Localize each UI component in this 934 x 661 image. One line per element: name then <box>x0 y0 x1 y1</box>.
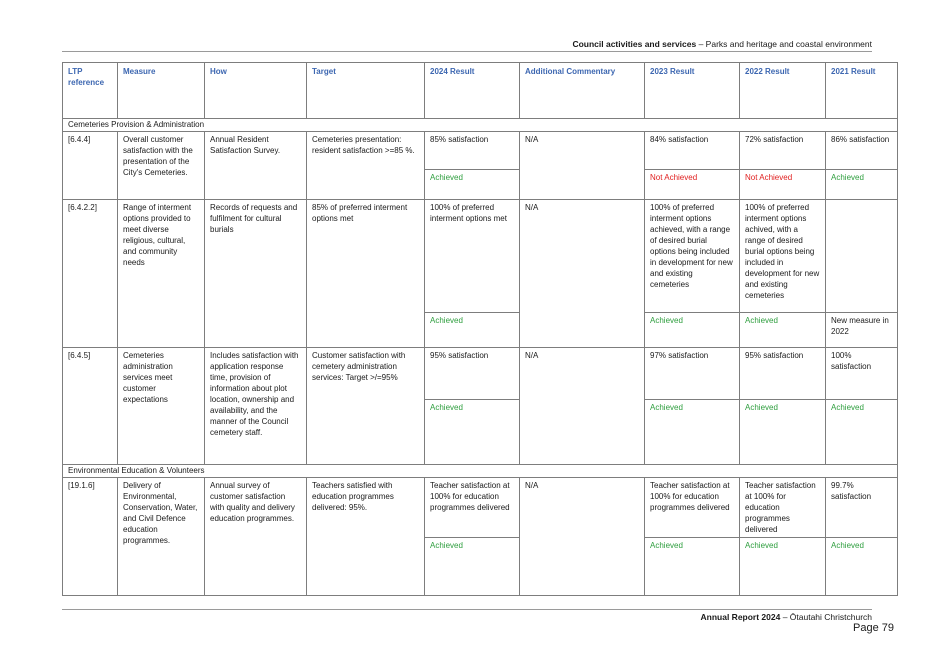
status-2023-cell: Achieved <box>645 400 740 465</box>
status-2023-cell: Not Achieved <box>645 170 740 200</box>
measure-cell: Overall customer satisfaction with the presentation of the City's Cemeteries. <box>118 132 205 200</box>
status-2022-cell: Achieved <box>740 313 826 348</box>
commentary-cell: N/A <box>520 200 645 348</box>
commentary-cell: N/A <box>520 132 645 200</box>
col-header-target: Target <box>307 63 425 119</box>
target-cell: Teachers satisfied with education programmes delivered: 95%. <box>307 478 425 596</box>
how-cell: Records of requests and fulfilment for cultural burials <box>205 200 307 348</box>
target-cell: Customer satisfaction with cemetery administration services: Target >/=95% <box>307 348 425 465</box>
how-cell: Annual Resident Satisfaction Survey. <box>205 132 307 200</box>
result-2021-cell: 100% satisfaction <box>826 348 898 400</box>
header-section-title: Council activities and services <box>572 39 697 49</box>
ltp-reference-cell: [6.4.4] <box>63 132 118 200</box>
footer-report-subtitle: – Ōtautahi Christchurch <box>780 612 872 622</box>
status-2024-cell: Achieved <box>425 400 520 465</box>
result-2022-cell: 100% of preferred interment options achived, with a range of desired burial options being included in development for new and existing cemeteries <box>740 200 826 313</box>
commentary-cell: N/A <box>520 478 645 596</box>
table-row <box>63 200 898 313</box>
col-header-2021-result: 2021 Result <box>826 63 898 119</box>
result-2023-cell: 97% satisfaction <box>645 348 740 400</box>
page-header <box>0 39 872 49</box>
measure-cell: Cemeteries administration services meet customer expectations <box>118 348 205 465</box>
how-cell: Annual survey of customer satisfaction with quality and delivery education programmes. <box>205 478 307 596</box>
col-header-2022-result: 2022 Result <box>740 63 826 119</box>
section-row <box>63 465 898 478</box>
target-cell: Cemeteries presentation: resident satisfaction >=85 %. <box>307 132 425 200</box>
section-title: Environmental Education & Volunteers <box>63 465 898 478</box>
section-row <box>63 119 898 132</box>
status-2021-cell: New measure in 2022 <box>826 313 898 348</box>
result-2022-cell: 72% satisfaction <box>740 132 826 170</box>
result-2022-cell: Teacher satisfaction at 100% for education programmes delivered <box>740 478 826 538</box>
status-2022-cell: Achieved <box>740 400 826 465</box>
section-title: Cemeteries Provision & Administration <box>63 119 898 132</box>
status-2023-cell: Achieved <box>645 538 740 596</box>
result-2023-cell: 84% satisfaction <box>645 132 740 170</box>
result-2024-cell: Teacher satisfaction at 100% for education programmes delivered <box>425 478 520 538</box>
header-section-subtitle: – Parks and heritage and coastal environment <box>696 39 872 49</box>
result-2021-cell: 86% satisfaction <box>826 132 898 170</box>
col-header-additional-commentary: Additional Commentary <box>520 63 645 119</box>
performance-table <box>62 62 898 596</box>
table-row <box>63 348 898 400</box>
col-header-2023-result: 2023 Result <box>645 63 740 119</box>
result-2024-cell: 95% satisfaction <box>425 348 520 400</box>
col-header-ltp-reference: LTP reference <box>63 63 118 119</box>
col-header-how: How <box>205 63 307 119</box>
status-2023-cell: Achieved <box>645 313 740 348</box>
table-row <box>63 132 898 170</box>
status-2024-cell: Achieved <box>425 313 520 348</box>
status-2021-cell: Achieved <box>826 538 898 596</box>
page-number: Page 79 <box>853 622 894 634</box>
col-header-2024-result: 2024 Result <box>425 63 520 119</box>
status-2021-cell: Achieved <box>826 170 898 200</box>
result-2024-cell: 100% of preferred interment options met <box>425 200 520 313</box>
footer-divider <box>62 609 872 610</box>
status-2024-cell: Achieved <box>425 538 520 596</box>
measure-cell: Range of interment options provided to meet diverse religious, cultural, and community needs <box>118 200 205 348</box>
table-header-row <box>63 63 898 119</box>
page-footer <box>0 612 872 622</box>
col-header-measure: Measure <box>118 63 205 119</box>
result-2021-cell <box>826 200 898 313</box>
footer-report-title: Annual Report 2024 <box>700 612 781 622</box>
result-2023-cell: 100% of preferred interment options achieved, with a range of desired burial options being included in development for new and existing cemeteries <box>645 200 740 313</box>
result-2023-cell: Teacher satisfaction at 100% for education programmes delivered <box>645 478 740 538</box>
status-2022-cell: Achieved <box>740 538 826 596</box>
ltp-reference-cell: [19.1.6] <box>63 478 118 596</box>
table-row <box>63 478 898 538</box>
result-2024-cell: 85% satisfaction <box>425 132 520 170</box>
target-cell: 85% of preferred interment options met <box>307 200 425 348</box>
status-2022-cell: Not Achieved <box>740 170 826 200</box>
result-2022-cell: 95% satisfaction <box>740 348 826 400</box>
header-divider <box>62 51 872 52</box>
status-2021-cell: Achieved <box>826 400 898 465</box>
ltp-reference-cell: [6.4.5] <box>63 348 118 465</box>
how-cell: Includes satisfaction with application response time, provision of information about plot location, ownership and availability, and the manner of the Council cemetery staff. <box>205 348 307 465</box>
ltp-reference-cell: [6.4.2.2] <box>63 200 118 348</box>
result-2021-cell: 99.7% satisfaction <box>826 478 898 538</box>
measure-cell: Delivery of Environmental, Conservation, Water, and Civil Defence education programmes. <box>118 478 205 596</box>
commentary-cell: N/A <box>520 348 645 465</box>
status-2024-cell: Achieved <box>425 170 520 200</box>
